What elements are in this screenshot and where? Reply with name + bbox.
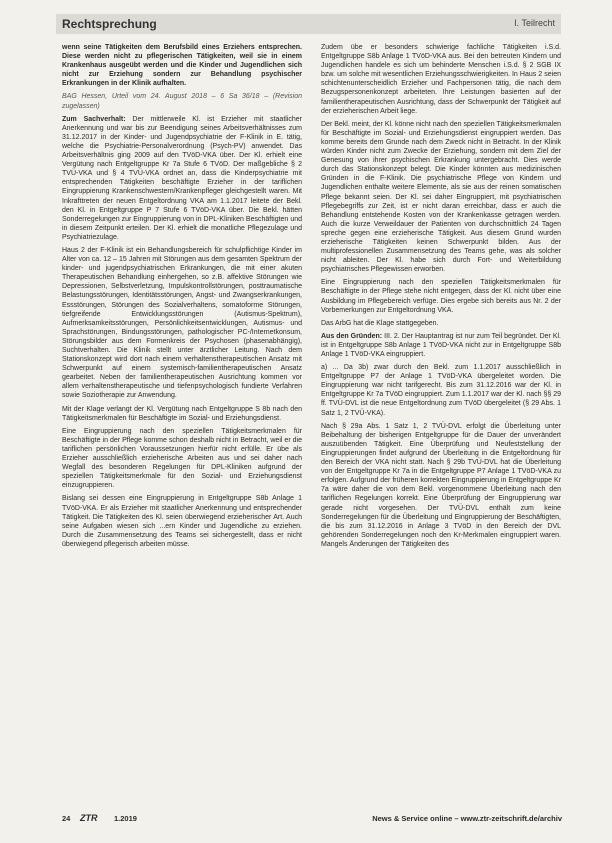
paragraph: a) ... Da 3b) zwar durch den Bekl. zum 1.1.2017 ausschließlich in Entgeltgruppe P7 der Anlage 1 TVöD-VKA übergeleitet worden. Die Eingruppierung war nicht tarifgerecht. Bis zum 31.12.2016 war der Kl. in Entgeltgruppe Kr 7a TVöD eingruppiert. Zum 1.1.2017 war der Kl. nach §§ 29 ff. TVÜ-DVL ist die neue Entgeltordnung zum TVöD übergeleitet (§ 29 Abs. 1 Satz 1, 2 TVÜ-VKA). (321, 364, 561, 417)
page-number: 24 (62, 814, 71, 823)
paragraph: Mit der Klage verlangt der Kl. Vergütung nach Entgeltgruppe S 8b nach den Tätigkeitsmerkmalen für Beschäftigte im Sozial- und Erziehungsdienst. (62, 405, 302, 422)
journal-logo: ZTR (80, 813, 98, 823)
paragraph: Haus 2 der F-Klinik ist ein Behandlungsbereich für schulpflichtige Kinder im Alter von ca. 12 – 15 Jahren mit Störungen aus dem gesamten Spektrum der kinder- und jugendpsychiatrischen Erkrankungen, die mit einer akuten Therapeutischen Behandlung einhergehen, so z.B. affektive Störungen wie Depressionen, Selbstverletzung, Impulskontrollstörungen, posttraumatische Belastungsstörungen, Identitätsstörungen, Angst- und Zwangserkrankungen, Essstörungen, Störungen des Sozialverhaltens, somatoforme Störungen, tiefgreifende Entwicklungsstörungen (Autismus-Spektrum), Aufmerksamkeitsstörungen, Persönlichkeitsentwicklungen, Autismus- und Sprachstörungen, Bindungsstörungen, pathologischer PC-/Internetkonsum, Störungsbilder aus dem Formenkreis der Psychosen (phasenabhängig), Suchtverhalten. Die Klinik stellt unter ärztlicher Leitung. Nach dem Stationskonzept wird dort nach einem verhaltenstherapeutischen Ansatz mit Schwerpunkt auf einem systemisch-familientherapeutischen Ansatz gearbeitet. Neben der familientherapeutischen Ausrichtung kommen vor allem verhaltenstherapeutische und tiefenpsychologisch fundierte Verfahren sowie Soziotherapie zur Anwendung. (62, 246, 302, 400)
right-column (321, 43, 561, 553)
case-citation: BAG Hessen, Urteil vom 24. August 2018 – 6 Sa 36/18 – (Revision zugelassen) (62, 93, 302, 110)
paragraph: Bislang sei dessen eine Eingruppierung in Entgeltgruppe S8b Anlage 1 TVöD-VKA. Er als Erzieher mit staatlicher Anerkennung und entsprechender Tätigkeit. Die Tätigkeiten des Kl. seien überwiegend erzieherischer Art. Auch seine Aufgaben wiesen sich ...ern Kinder und Jugendliche zu erziehen. Durch die Zusammensetzung des Teams sei sichergestellt, dass er nicht überwiegend pflegerisch arbeiten müsse. (62, 495, 302, 548)
paragraph: Nach § 29a Abs. 1 Satz 1, 2 TVÜ-DVL erfolgt die Überleitung unter Beibehaltung der bisherigen Entgeltgruppe für die Dauer der unverändert auszuübenden Tätigkeit. Eine Überprüfung und Neufeststellung der Eingruppierungen findet aufgrund der Überleitung in die Entgeltordnung für den Bereich der VKA nicht statt. Nach § 29b TVÜ-DVL hat die Überleitung von der Entgeltgruppe Kr 7a in die Entgeltgruppe P7 Anlage 1 TVöD-VKA zu erfolgen. Aufgrund der früheren korrekten Eingruppierung in Entgeltgruppe Kr 7a wäre daher die von dem Bekl. vorgenommene Überleitung nach den tariflichen Regelungen korrekt. Eine Überprüfung der Eingruppierung war gerade nicht vorgesehen. Der TVÜ-DVL enthält zum keine Sonderregelungen für die Überleitung und Eingruppierung der Beschäftigten, die bis zum 31.12.2016 in Anlage 3 TVöD in den Bereich der DVL gehörenden Sonderregelungen noch den Kr-Merkmalen eingruppiert waren. Mangels Änderungen der Tätigkeiten des (321, 422, 561, 548)
issue-label: 1.2019 (114, 814, 137, 823)
page-footer (62, 814, 562, 826)
reasons-text: III. 2. Der Hauptantrag ist nur zum Teil begründet. Der Kl. ist in Entgeltgruppe S8b Anlage 1 TVöD-VKA nicht zur in Entgeltgruppe S8b Anlage 1 TVöD-VKA eingruppiert. (321, 332, 561, 358)
paragraph: Eine Eingruppierung nach den speziellen Tätigkeitsmerkmalen für Beschäftigte in der Pflege stehe nicht entgegen, dass der Kl. nicht über eine Ausbildung im Pflegebereich verfüge. Dies ergebe sich bereits aus Nr. 2 der Vorbemerkungen zur Entgeltordnung VKA. (321, 279, 561, 314)
running-head: I. Teilrecht (514, 18, 555, 28)
facts-text: Der mittlerweile Kl. ist Erzieher mit staatlicher Anerkennung und war bis zur Beendigung seines Arbeitsverhältnisses zum 31.12.2017 in der Kinder- und Jugendpsychiatrie der F-Klinik in E. tätig, welche die Psychiatrie-Personalverordnung (Psych-PV) anwendet. Das Arbeitsverhältnis ging 2009 auf den TVöD-VKA über. Der Kl. erhielt eine Vergütung nach Entgeltgruppe Kr 7a Stufe 6 TVöD. Der maßgebliche § 2 TVÜ-VKA und § 4 TVÜ-VKA ordnet an, dass die Kinderpsychiatrie mit entsprechenden Tätigkeiten beschäftigte Erzieher in der tariflichen Eingruppierung Krankenschwestern/Krankenpfleger gleichgestellt waren. Mit Inkrafttreten der neuen Entgeltordnung VKA am 1.1.2017 leitete der Bekl. den Kl. in Entgeltgruppe P 7 Stufe 6 TVöD-VKA über. Die Bekl. hätten Sonderregelungen zur Eingruppierung von in DPL-Kliniken Beschäftigten und in diesem Zeitpunkt erteilen. Der Kl. erhielt die monatliche Pflegezulage und Psychiatriezulage. (62, 115, 302, 241)
paragraph: Zudem übe er besonders schwierige fachliche Tätigkeiten i.S.d. Entgeltgruppe S8b Anlage 1 TVöD-VKA aus. Bei den betreuten Kindern und Jugendlichen handele es sich um behinderte Menschen i.S.d. § 2 SGB IX bzw. um solche mit wesentlichen Erziehungsschwierigkeiten. In Haus 2 seien schichtenunterscheidlich Erzieher und Fachpersonen tätig, die nach dem Bezugspersonenkonzept arbeiteten. Ihre Leistungen basierten auf der familientherapeutischen Ausrichtung, dass der Schwerpunkt der Tätigkeit auf der erzieherischen Arbeit liege. (321, 44, 561, 115)
section-title: Rechtsprechung (62, 17, 157, 31)
paragraph: Der Bekl. meint, der Kl. könne nicht nach den speziellen Tätigkeitsmerkmalen für Beschäftigte im Sozial- und Erziehungsdienst eingruppiert werden. Das komme bereits dem Grunde nach dem Zweck nicht in Betracht. In der Klinik würden Kinder nicht zum Zwecke der Erziehung, sondern mit dem Ziel der Genesung von ihrer psychischen Erkrankung untergebracht. Dies werde durch das Stationskonzept belegt. Die Kinder könnten aus medizinischen Gründen in die F-Klinik. Die psychiatrische Pflege von Kindern und Jugendlichen enthalte weitere Elemente, als sie aus der reinen somatischen Pflege bekannt seien. Der Kl. sei daher Eingruppiert, mit psychiatrischen Pflegebegriffs zur Zeit, ist er nicht daran erreichbar, dass er auch die Behandlung entstehende Kosten von der Krankenkasse getragen werden. Auch die kurze Verweildauer der Patienten von durchschnittlich 24 Tagen spreche gegen eine erzieherische Tätigkeit. Aus diesem Grund wurden erzieherische Tätigkeiten keinen Schwerpunkt bilden. Aus der multiprofessionellen Zusammensetzung des Teams gehe, was als solcher nicht ableiten. Der Kl. habe sich durch Fort- und Weiterbildung psychiatrisches Pflegewissen erworben. (321, 120, 561, 274)
facts-paragraph (62, 115, 302, 242)
facts-lead: Zum Sachverhalt: (62, 115, 126, 123)
page-header (56, 14, 561, 34)
left-column (62, 43, 302, 553)
reasons-lead: Aus den Gründen: (321, 332, 383, 340)
online-archive-note: News & Service online – www.ztr-zeitschrift.de/archiv (372, 814, 562, 823)
headnote: wenn seine Tätigkeiten dem Berufsbild eines Erziehers entsprechen. Diese werden nicht zu pflegerischen Tätigkeiten, weil sie in einem Krankenhaus ausgeübt werden und die Kinder und Jugendlichen sich nicht zur Erziehung sondern zur Behandlung psychischer Erkrankungen in der Klinik aufhalten. (62, 44, 302, 88)
paragraph: Eine Eingruppierung nach den speziellen Tätigkeitsmerkmalen für Beschäftigte in der Pflege komme schon deshalb nicht in Betracht, weil er die tariflichen persönlichen Voraussetzungen hierfür nicht erfülle. Er übe als Erzieher ausschließlich erzieherische Arbeiten aus und sei daher nach Wegfall des besonderen Regelungen für DPL-Kliniken aufgrund der speziellen Tätigkeitsmerkmale für den Sozial- und Erziehungsdienst einzugruppieren. (62, 427, 302, 490)
paragraph: Das ArbG hat die Klage stattgegeben. (321, 319, 439, 327)
reasons-paragraph (321, 332, 561, 359)
